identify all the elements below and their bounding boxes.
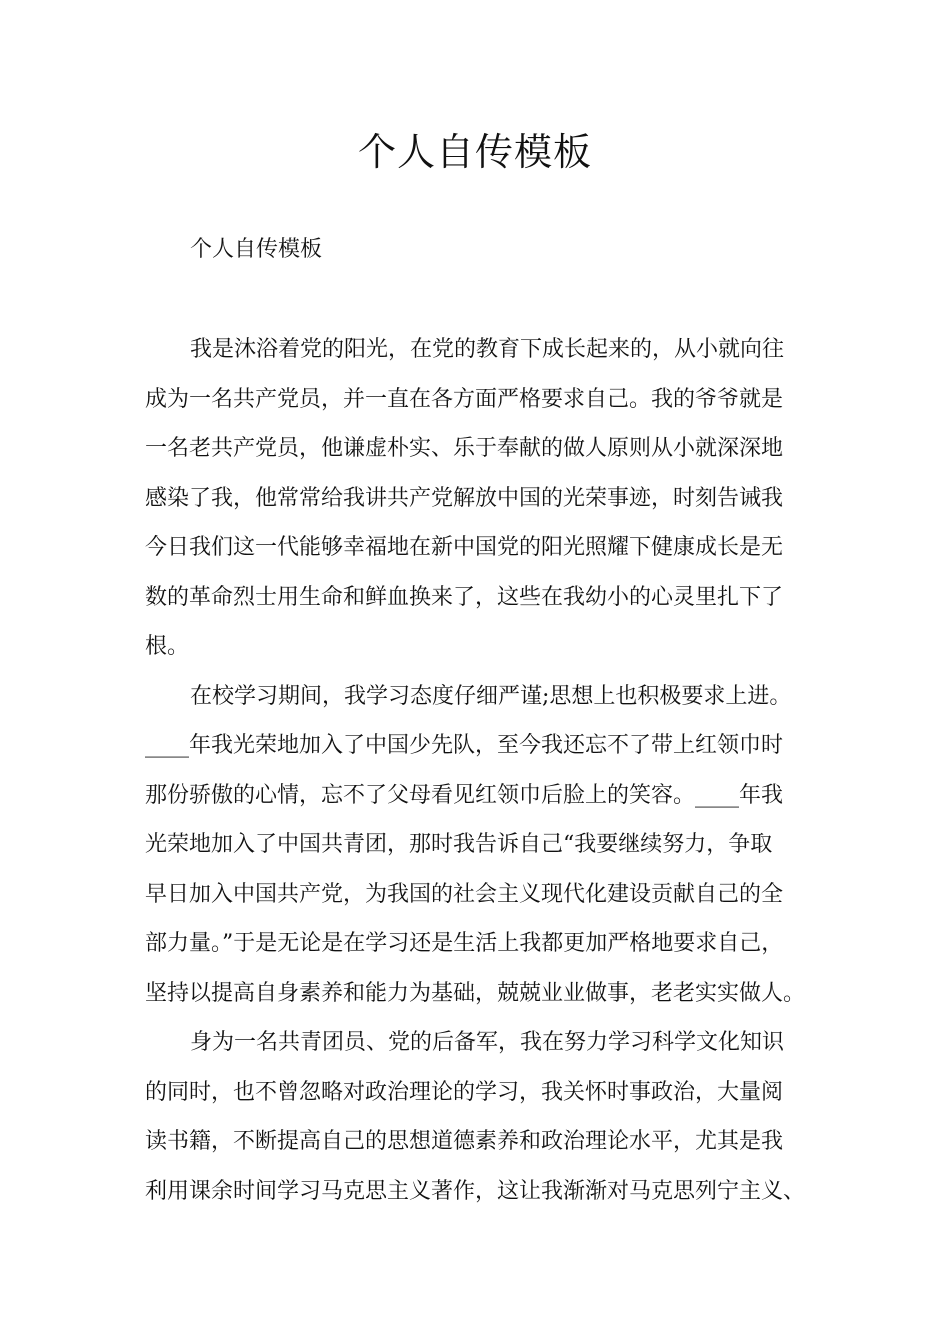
body-line: 根。 <box>145 634 190 659</box>
body-line: 数的革命烈士用生命和鲜血换来了，这些在我幼小的心灵里扎下了 <box>145 584 784 610</box>
body-line: 身为一名共青团员、党的后备军，我在努力学习科学文化知识 <box>190 1030 785 1055</box>
body-line: 成为一名共产党员，并一直在各方面严格要求自己。我的爷爷就是 <box>145 386 784 412</box>
body-line: 感染了我，他常常给我讲共产党解放中国的光荣事迹，时刻告诫我 <box>145 485 784 511</box>
body-line: 在校学习期间，我学习态度仔细严谨;思想上也积极要求上进。 <box>190 683 792 709</box>
body-line: 光荣地加入了中国共青团，那时我告诉自己“我要继续努力，争取 <box>145 832 773 857</box>
body-line: ____年我光荣地加入了中国少先队，至今我还忘不了带上红领巾时 <box>145 733 784 758</box>
document-subtitle: 个人自传模板 <box>190 237 323 262</box>
body-line: 坚持以提高自身素养和能力为基础，兢兢业业做事，老老实实做人。 <box>145 980 806 1006</box>
body-line: 读书籍，不断提高自己的思想道德素养和政治理论水平，尤其是我 <box>145 1129 784 1154</box>
body-line: 早日加入中国共产党，为我国的社会主义现代化建设贡献自己的全 <box>145 881 784 907</box>
body-line: 一名老共产党员，他谦虚朴实、乐于奉献的做人原则从小就深深地 <box>145 436 784 461</box>
document-title: 个人自传模板 <box>357 130 592 174</box>
body-line: 今日我们这一代能够幸福地在新中国党的阳光照耀下健康成长是无 <box>145 535 784 560</box>
body-line: 我是沐浴着党的阳光，在党的教育下成长起来的，从小就向往 <box>190 337 785 362</box>
body-line: 利用课余时间学习马克思主义著作，这让我渐渐对马克思列宁主义、 <box>145 1178 806 1204</box>
body-line: 那份骄傲的心情，忘不了父母看见红领巾后脸上的笑容。____年我 <box>145 782 784 808</box>
body-line: 的同时，也不曾忽略对政治理论的学习，我关怀时事政治，大量阅 <box>145 1079 784 1105</box>
document-body <box>145 334 820 1225</box>
body-line: 部力量。”于是无论是在学习还是生活上我都更加严格地要求自己， <box>145 931 784 956</box>
